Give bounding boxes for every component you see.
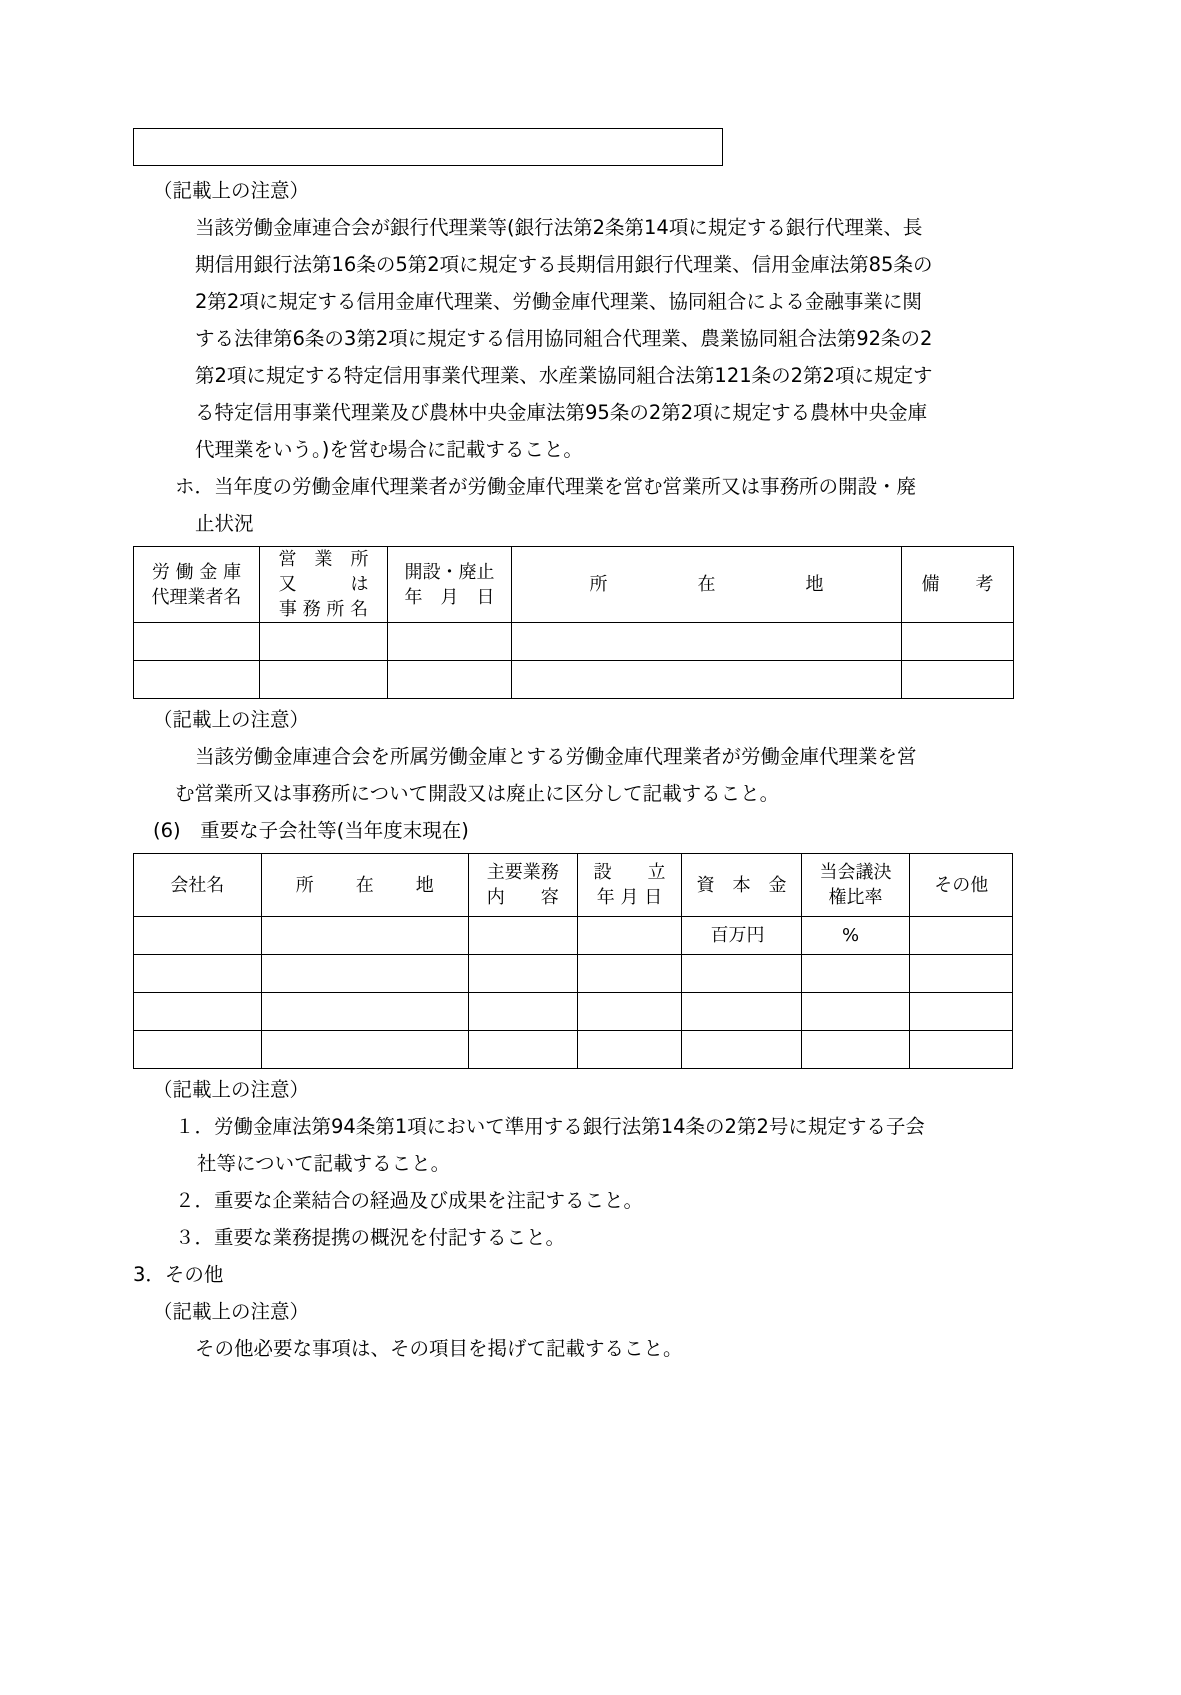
cell-remarks[interactable]	[902, 623, 1014, 661]
cell-main-business[interactable]	[468, 917, 577, 955]
cell-capital-unit[interactable]: 百万円	[682, 917, 801, 955]
header-line: 又 は	[278, 574, 369, 595]
cell-capital[interactable]	[682, 955, 801, 993]
cell-open-close-date[interactable]	[388, 623, 512, 661]
table-header-row	[134, 854, 1013, 917]
cell-voting-ratio[interactable]	[801, 955, 910, 993]
header-line: 資 本 金	[696, 874, 787, 896]
cell-office-name[interactable]	[260, 623, 388, 661]
cell-voting-ratio[interactable]	[801, 1031, 910, 1069]
cell-company-location[interactable]	[261, 917, 468, 955]
table-row[interactable]	[134, 661, 1014, 699]
cell-company-location[interactable]	[261, 1031, 468, 1069]
note-item-1-line1: １．労働金庫法第94条第1項において準用する銀行法第14条の2第2号に規定する子会	[175, 1115, 925, 1138]
cell-company-name[interactable]	[134, 955, 262, 993]
agency-note	[133, 738, 1013, 812]
notice-label-4: （記載上の注意）	[153, 1300, 310, 1323]
cell-location[interactable]	[512, 661, 902, 699]
table-row[interactable]	[134, 917, 1013, 955]
note-line: 2第2項に規定する信用金庫代理業、労働金庫代理業、協同組合による金融事業に関	[195, 290, 922, 313]
section-ho-line2: 止状況	[195, 512, 254, 535]
col-header-agency-name	[134, 547, 260, 623]
note-line: る特定信用事業代理業及び農林中央金庫法第95条の2第2項に規定する農林中央金庫	[195, 401, 928, 424]
notice-label-2: （記載上の注意）	[153, 708, 310, 731]
table-row[interactable]	[134, 955, 1013, 993]
header-line: 備 考	[921, 574, 994, 595]
header-line: 開設・廃止	[404, 561, 495, 583]
subsidiary-notes	[133, 1108, 1013, 1256]
header-line: 内 容	[486, 887, 559, 908]
cell-office-name[interactable]	[260, 661, 388, 699]
col-header-open-close-date	[388, 547, 512, 623]
col-header-other	[910, 854, 1013, 917]
section-3-final-note: その他必要な事項は、その項目を掲げて記載すること。	[195, 1337, 683, 1360]
cell-company-location[interactable]	[261, 993, 468, 1031]
col-header-office-name	[260, 547, 388, 623]
cell-establish-date[interactable]	[577, 955, 682, 993]
notice-label-1: （記載上の注意）	[153, 179, 310, 202]
cell-company-name[interactable]	[134, 1031, 262, 1069]
cell-main-business[interactable]	[468, 955, 577, 993]
header-line: 所 在 地	[589, 574, 842, 595]
header-line: 年 月 日	[404, 586, 495, 608]
col-header-location	[512, 547, 902, 623]
section-ho-heading	[133, 468, 1013, 542]
header-line: 労 働 金 庫	[151, 561, 242, 583]
col-header-company-location	[261, 854, 468, 917]
header-line: 代理業者名	[151, 586, 242, 608]
header-line: その他	[934, 874, 989, 896]
cell-location[interactable]	[512, 623, 902, 661]
cell-company-location[interactable]	[261, 955, 468, 993]
note-line: 代理業をいう。)を営む場合に記載すること。	[195, 438, 583, 461]
table-header-row	[134, 547, 1014, 623]
cell-other[interactable]	[910, 1031, 1013, 1069]
col-header-main-business	[468, 854, 577, 917]
table-agency-offices	[133, 546, 1014, 699]
cell-other[interactable]	[910, 917, 1013, 955]
col-header-voting-ratio	[801, 854, 910, 917]
header-line: 年 月 日	[596, 887, 663, 908]
header-line: 当会議決	[819, 862, 892, 883]
col-header-company-name	[134, 854, 262, 917]
document-content	[133, 128, 1013, 1367]
cell-company-name[interactable]	[134, 993, 262, 1031]
cell-establish-date[interactable]	[577, 917, 682, 955]
note-item-2-line1: ２．重要な企業結合の経過及び成果を注記すること。	[175, 1189, 644, 1212]
cell-voting-ratio[interactable]	[801, 993, 910, 1031]
col-header-establish-date	[577, 854, 682, 917]
note-line: する法律第6条の3第2項に規定する信用協同組合代理業、農業協同組合法第92条の2	[195, 327, 933, 350]
header-line: 会社名	[170, 874, 225, 896]
cell-capital[interactable]	[682, 993, 801, 1031]
note-line: 当該労働金庫連合会が銀行代理業等(銀行法第2条第14項に規定する銀行代理業、長	[195, 216, 923, 239]
cell-remarks[interactable]	[902, 661, 1014, 699]
note-item-3-line1: ３．重要な業務提携の概況を付記すること。	[175, 1226, 566, 1249]
cell-open-close-date[interactable]	[388, 661, 512, 699]
table-row[interactable]	[134, 993, 1013, 1031]
cell-voting-ratio-unit[interactable]: %	[801, 917, 910, 955]
cell-main-business[interactable]	[468, 1031, 577, 1069]
header-line: 所 在 地	[295, 874, 446, 896]
cell-company-name[interactable]	[134, 917, 262, 955]
header-line: 権比率	[828, 887, 883, 908]
col-header-capital	[682, 854, 801, 917]
cell-establish-date[interactable]	[577, 993, 682, 1031]
note-line: 期信用銀行法第16条の5第2項に規定する長期信用銀行代理業、信用金庫法第85条の	[195, 253, 933, 276]
top-empty-box[interactable]	[133, 128, 723, 166]
col-header-remarks	[902, 547, 1014, 623]
cell-agency-name[interactable]	[134, 623, 260, 661]
cell-other[interactable]	[910, 955, 1013, 993]
notice-label-3: （記載上の注意）	[153, 1078, 310, 1101]
cell-main-business[interactable]	[468, 993, 577, 1031]
table-row[interactable]	[134, 1031, 1013, 1069]
bank-agency-note	[133, 209, 1013, 468]
header-line: 主要業務	[486, 862, 559, 883]
header-line: 営 業 所	[278, 549, 369, 570]
section-3-heading: 3．その他	[133, 1263, 224, 1286]
header-line: 事 務 所 名	[278, 599, 369, 620]
cell-capital[interactable]	[682, 1031, 801, 1069]
cell-agency-name[interactable]	[134, 661, 260, 699]
note-item-1-line2: 社等について記載すること。	[197, 1152, 451, 1175]
table-subsidiaries	[133, 853, 1013, 1069]
note-line: 第2項に規定する特定信用事業代理業、水産業協同組合法第121条の2第2項に規定す	[195, 364, 933, 387]
cell-establish-date[interactable]	[577, 1031, 682, 1069]
section-ho-line1: ホ．当年度の労働金庫代理業者が労働金庫代理業を営む営業所又は事務所の開設・廃	[175, 475, 917, 498]
cell-other[interactable]	[910, 993, 1013, 1031]
header-line: 設 立	[593, 862, 666, 883]
table-row[interactable]	[134, 623, 1014, 661]
note-line: 当該労働金庫連合会を所属労働金庫とする労働金庫代理業者が労働金庫代理業を営	[195, 745, 917, 768]
note-line: む営業所又は事務所について開設又は廃止に区分して記載すること。	[175, 782, 780, 805]
section-6-heading: (6) 重要な子会社等(当年度末現在)	[153, 819, 469, 842]
